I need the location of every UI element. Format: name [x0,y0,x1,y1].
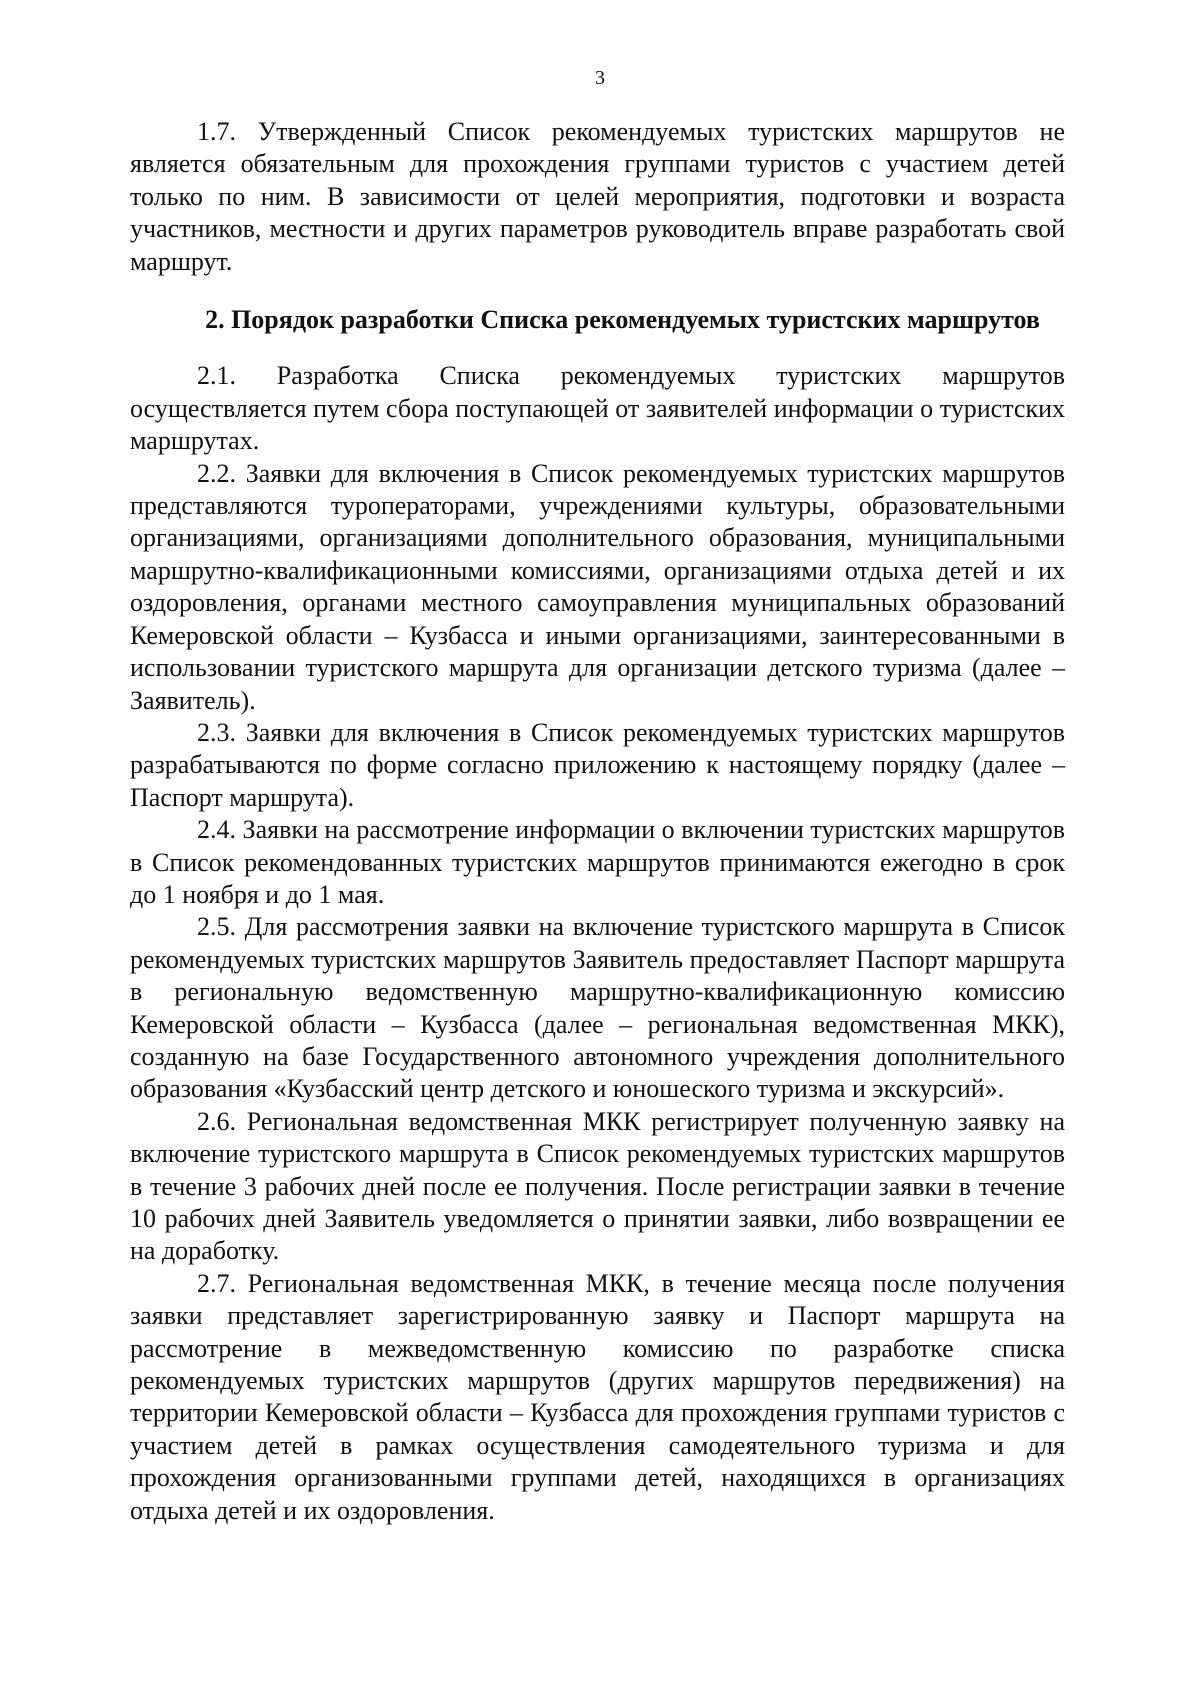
document-body [130,116,1065,1527]
section-2-heading: 2. Порядок разработки Списка рекомендуемых туристских маршрутов [205,305,1040,335]
paragraph-2-4: 2.4. Заявки на рассмотрение информации о включении туристских маршрутов в Список рекомендованных туристских маршрутов принимаются ежегодно в срок до 1 ноября и до 1 мая. [130,815,1065,909]
paragraph-2-5: 2.5. Для рассмотрения заявки на включение туристского маршрута в Список рекомендуемых туристских маршрутов Заявитель предоставляет Паспорт маршрута в региональную ведомственную маршрутно-квалификационную комиссию Кемеровской области – Кузбасса (далее – региональная ведомственная МКК), созданную на базе Государственного автономного учреждения дополнительного образования «Кузбасский центр детского и юношеского туризма и экскурсий». [130,912,1065,1104]
paragraph-2-3: 2.3. Заявки для включения в Список рекомендуемых туристских маршрутов разрабатываются по форме согласно приложению к настоящему порядку (далее – Паспорт маршрута). [130,717,1065,812]
paragraph-1-7: 1.7. Утвержденный Список рекомендуемых туристских маршрутов не является обязательным для прохождения группами туристов с участием детей только по ним. В зависимости от целей мероприятия, подготовки и возраста участников, местности и других параметров руководитель вправе разработать свой маршрут. [130,117,1065,276]
paragraph-2-7: 2.7. Региональная ведомственная МКК, в течение месяца после получения заявки представляет зарегистрированную заявку и Паспорт маршрута на рассмотрение в межведомственную комиссию по разработке списка рекомендуемых туристских маршрутов (других маршрутов передвижения) на территории Кемеровской области – Кузбасса для прохождения группами туристов с участием детей в рамках осуществления самодеятельного туризма и для прохождения организованными группами детей, находящихся в организациях отдыха детей и их оздоровления. [130,1268,1065,1525]
paragraph-2-6: 2.6. Региональная ведомственная МКК регистрирует полученную заявку на включение туристского маршрута в Список рекомендуемых туристских маршрутов в течение 3 рабочих дней после ее получения. После регистрации заявки в течение 10 рабочих дней Заявитель уведомляется о принятии заявки, либо возвращении ее на доработку. [130,1106,1065,1266]
paragraph-2-2: 2.2. Заявки для включения в Список рекомендуемых туристских маршрутов представляются туроператорами, учреждениями культуры, образовательными организациями, организациями дополнительного образования, муниципальными маршрутно-квалификационными комиссиями, организациями отдыха детей и их оздоровления, органами местного самоуправления муниципальных образований Кемеровской области – Кузбасса и иными организациями, заинтересованными в использовании туристского маршрута для организации детского туризма (далее – Заявитель). [130,458,1065,715]
paragraph-2-1: 2.1. Разработка Списка рекомендуемых туристских маршрутов осуществляется путем сбора поступающей от заявителей информации о туристских маршрутах. [130,361,1065,456]
page-number: 3 [595,67,605,89]
